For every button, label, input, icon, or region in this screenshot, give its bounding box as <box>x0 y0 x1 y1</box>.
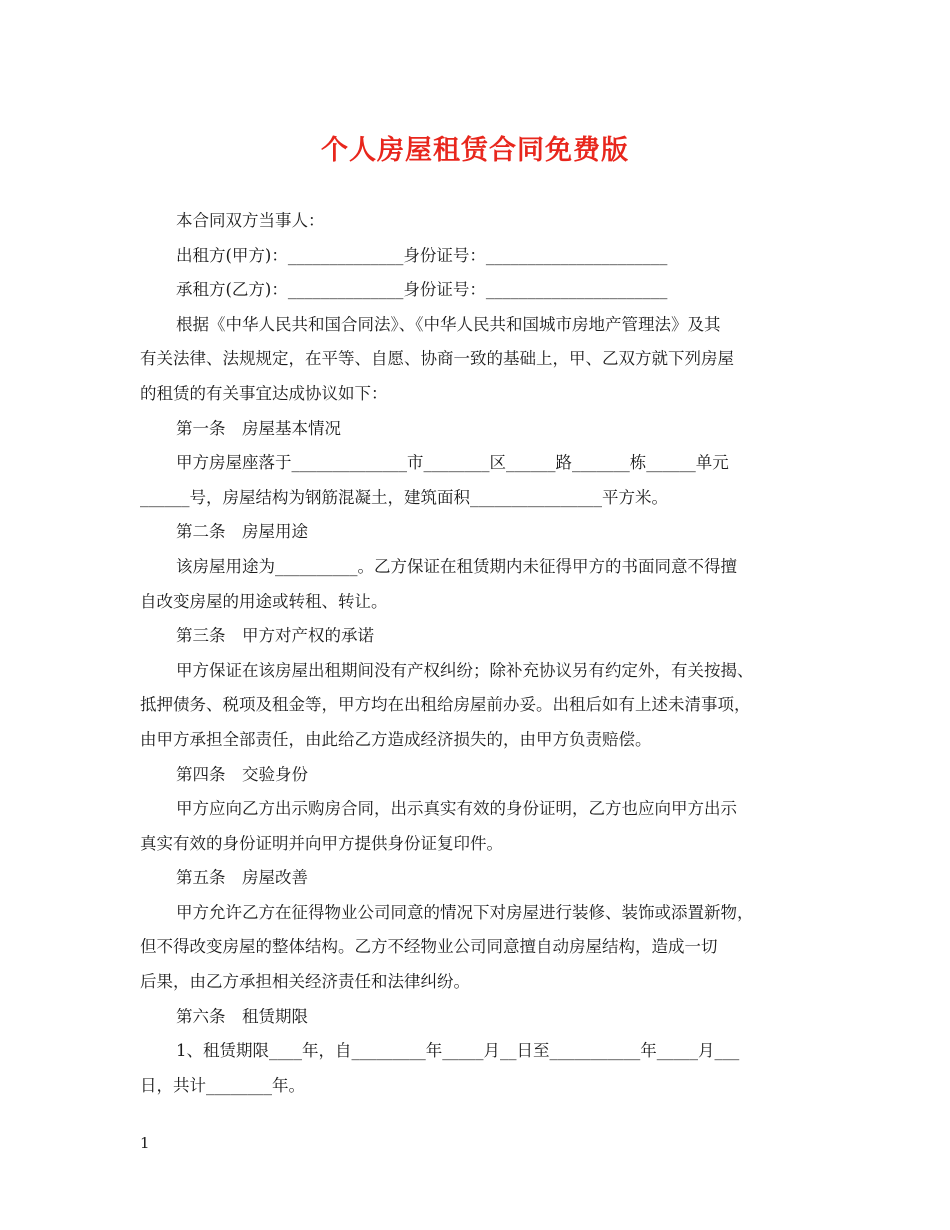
paragraph-line: 有关法律、法规规定，在平等、自愿、协商一致的基础上，甲、乙双方就下列房屋 <box>140 349 734 369</box>
page-number: 1 <box>140 1134 150 1152</box>
section-heading: 第四条 交验身份 <box>176 764 308 784</box>
paragraph-line: 但不得改变房屋的整体结构。乙方不经物业公司同意擅自动房屋结构，造成一切 <box>140 937 718 957</box>
section-heading: 第二条 房屋用途 <box>176 522 308 542</box>
paragraph-line: 由甲方承担全部责任，由此给乙方造成经济损失的，由甲方负责赔偿。 <box>140 729 652 749</box>
paragraph-line: 甲方允许乙方在征得物业公司同意的情况下对房屋进行装修、装饰或添置新物， <box>176 902 754 922</box>
paragraph-line: 真实有效的身份证明并向甲方提供身份证复印件。 <box>140 833 503 853</box>
document-title: 个人房屋租赁合同免费版 <box>321 135 629 166</box>
paragraph-line: 出租方(甲方)：______________身份证号：______________________ <box>176 245 668 265</box>
paragraph-line: 本合同双方当事人： <box>176 211 325 230</box>
paragraph-line: 日，共计________年。 <box>140 1075 305 1095</box>
paragraph-line: ______号，房屋结构为钢筋混凝土，建筑面积________________平方米。 <box>140 487 668 507</box>
paragraph-line: 甲方房屋座落于______________市________区______路_______栋______单元 <box>176 453 729 473</box>
paragraph-line: 该房屋用途为__________。乙方保证在租赁期内未征得甲方的书面同意不得擅 <box>176 556 737 576</box>
paragraph-line: 的租赁的有关事宜达成协议如下： <box>140 383 388 403</box>
paragraph-line: 1、租赁期限____年，自_________年_____月__日至___________年_____月___ <box>176 1041 740 1061</box>
paragraph-line: 甲方应向乙方出示购房合同，出示真实有效的身份证明，乙方也应向甲方出示 <box>176 799 737 819</box>
paragraph-line: 承租方(乙方)：______________身份证号：______________________ <box>176 280 668 300</box>
paragraph-line: 根据《中华人民共和国合同法》、《中华人民共和国城市房地产管理法》及其 <box>176 314 721 334</box>
paragraph-line: 抵押债务、税项及租金等，甲方均在出租给房屋前办妥。出租后如有上述未清事项， <box>140 695 751 715</box>
paragraph-line: 自改变房屋的用途或转租、转让。 <box>140 591 388 611</box>
section-heading: 第一条 房屋基本情况 <box>176 418 341 438</box>
section-heading: 第三条 甲方对产权的承诺 <box>176 626 374 646</box>
section-heading: 第六条 租赁期限 <box>176 1006 308 1026</box>
paragraph-line: 后果，由乙方承担相关经济责任和法律纠纷。 <box>140 972 470 992</box>
section-heading: 第五条 房屋改善 <box>176 868 308 888</box>
document-body <box>140 204 812 1103</box>
paragraph-line: 甲方保证在该房屋出租期间没有产权纠纷；除补充协议另有约定外，有关按揭、 <box>176 660 754 680</box>
